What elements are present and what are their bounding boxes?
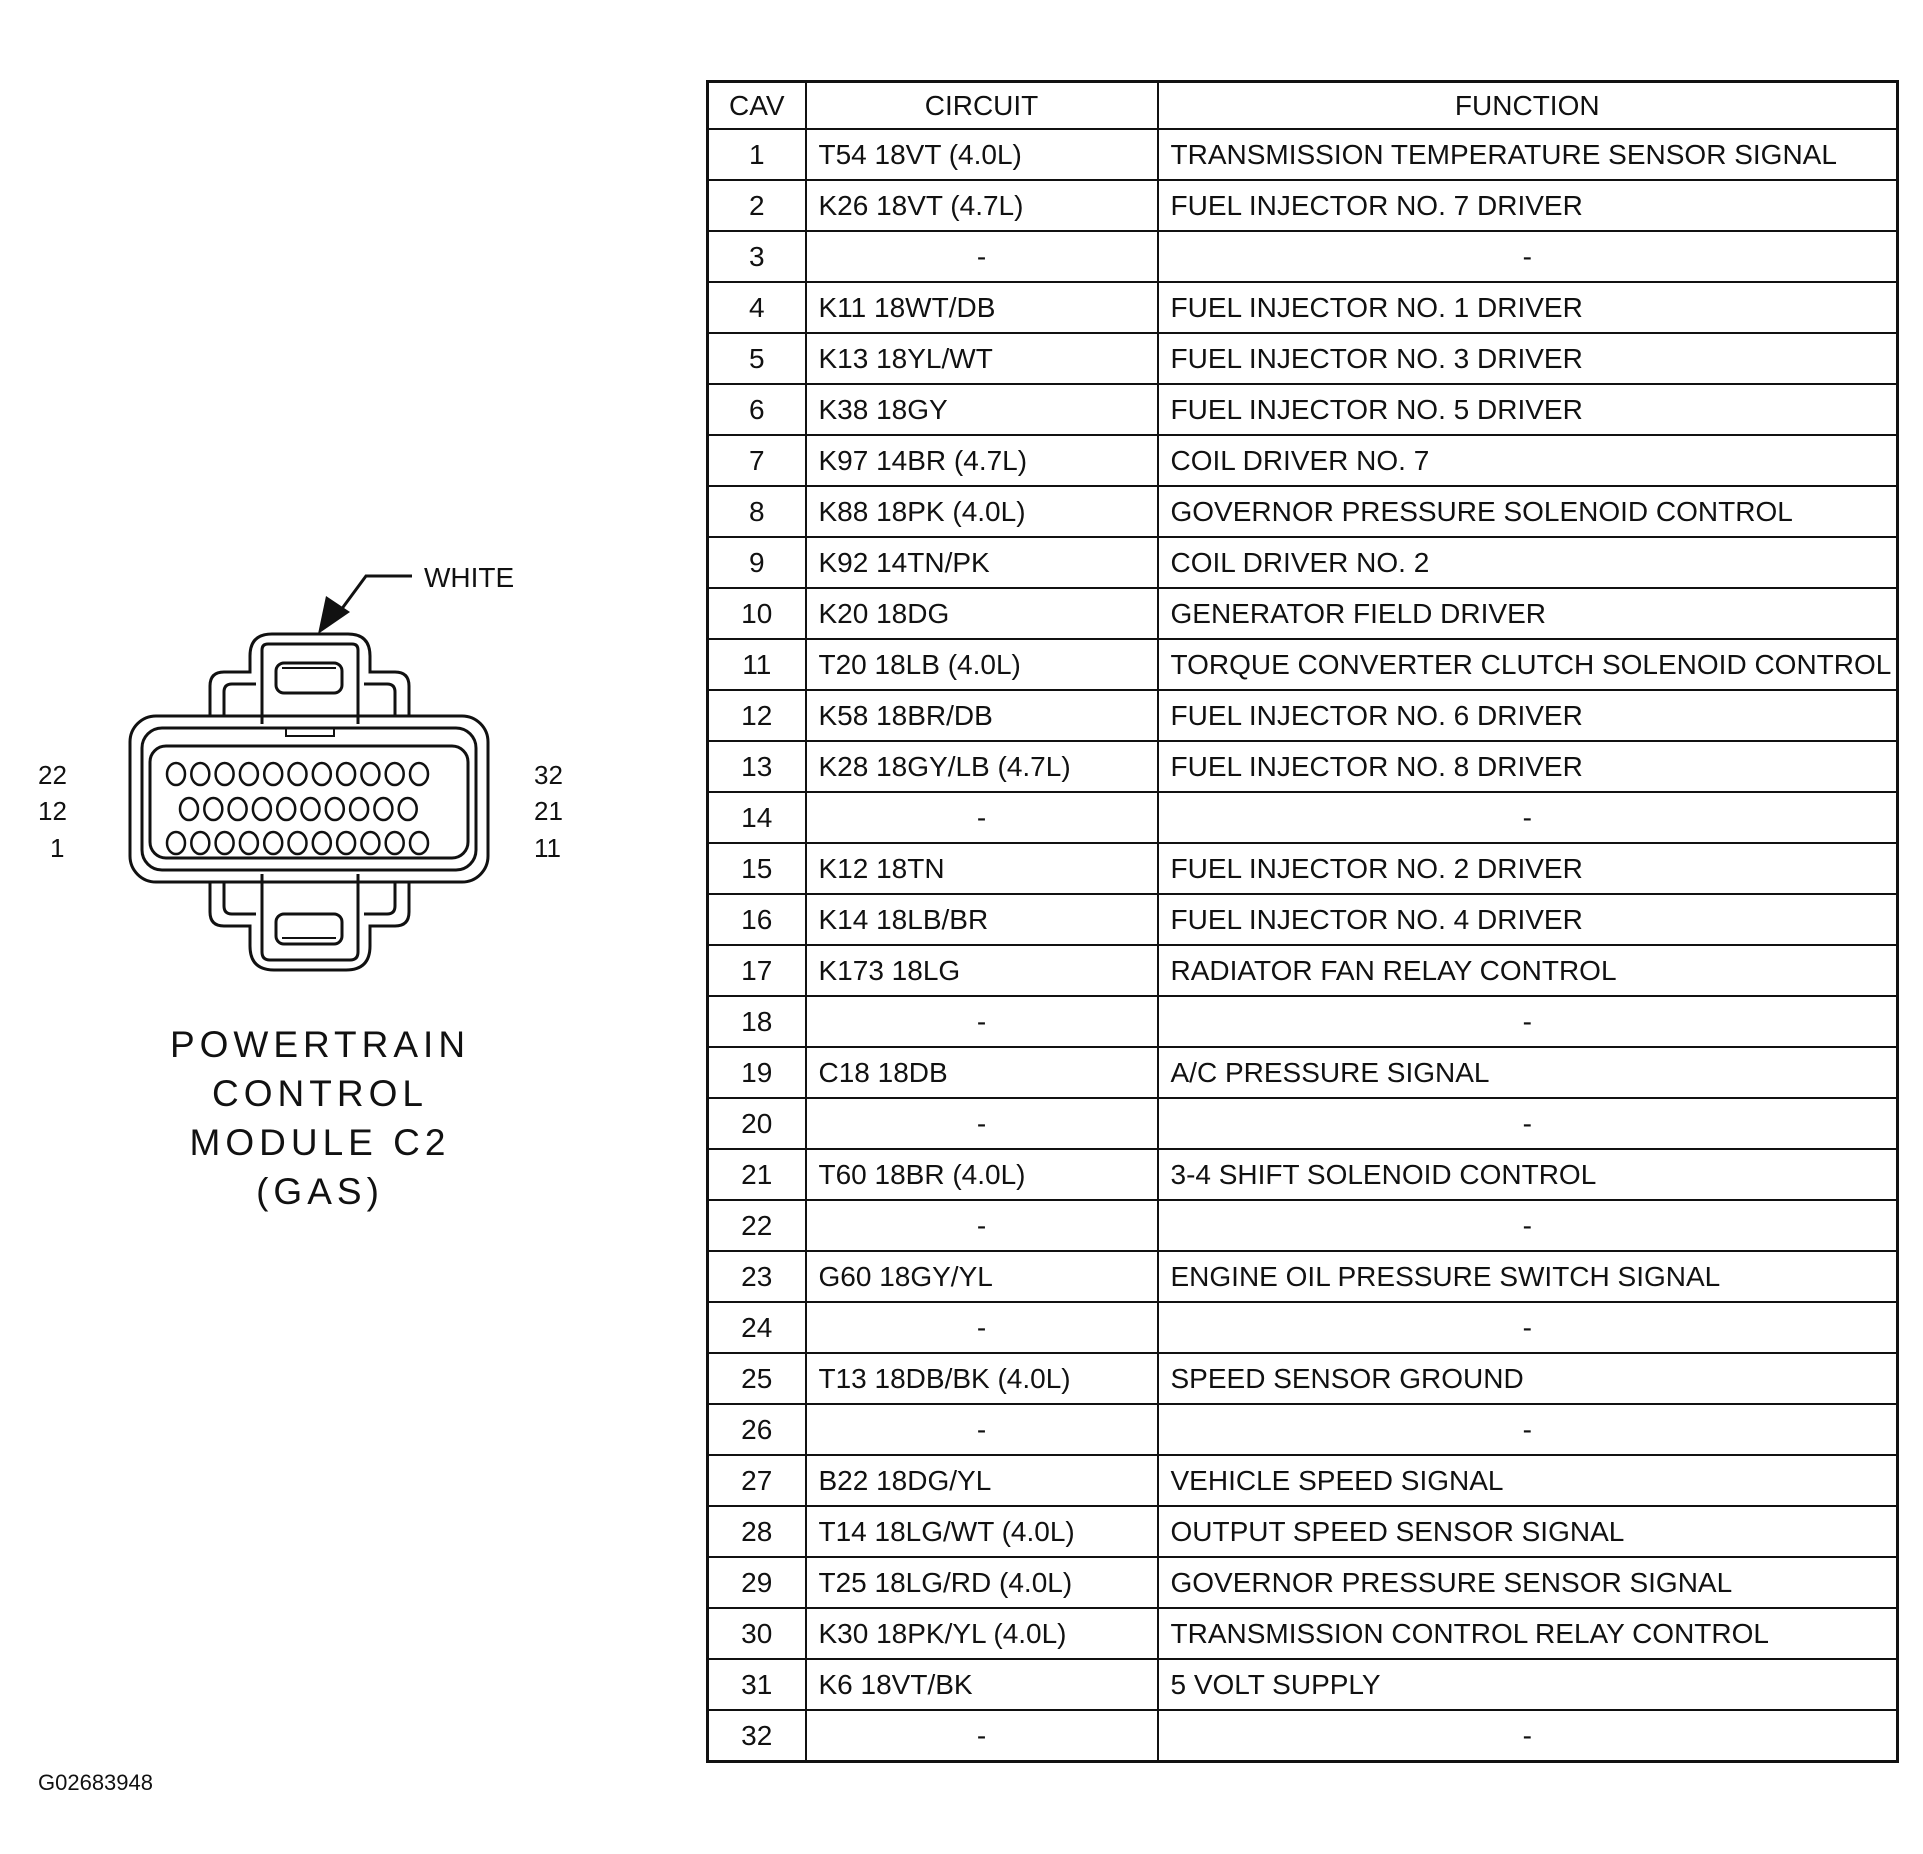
pin-hole [313, 832, 331, 854]
function-cell: - [1158, 1404, 1898, 1455]
cav-cell: 27 [708, 1455, 806, 1506]
bottom-lock-tab [276, 914, 342, 944]
table-row [708, 1302, 1898, 1353]
function-cell: OUTPUT SPEED SENSOR SIGNAL [1158, 1506, 1898, 1557]
circuit-cell: T20 18LB (4.0L) [806, 639, 1158, 690]
pin-hole [191, 832, 209, 854]
pin-hole [361, 832, 379, 854]
cav-cell: 9 [708, 537, 806, 588]
function-cell: GOVERNOR PRESSURE SOLENOID CONTROL [1158, 486, 1898, 537]
function-cell: GOVERNOR PRESSURE SENSOR SIGNAL [1158, 1557, 1898, 1608]
table-row [708, 1506, 1898, 1557]
circuit-cell: K12 18TN [806, 843, 1158, 894]
cav-cell: 2 [708, 180, 806, 231]
circuit-cell: K20 18DG [806, 588, 1158, 639]
table-row [708, 486, 1898, 537]
circuit-cell: K92 14TN/PK [806, 537, 1158, 588]
circuit-cell: K173 18LG [806, 945, 1158, 996]
pin-hole [167, 832, 185, 854]
cav-cell: 32 [708, 1710, 806, 1762]
cav-cell: 24 [708, 1302, 806, 1353]
row-label-right-top: 32 [534, 760, 563, 790]
cav-cell: 17 [708, 945, 806, 996]
table-row [708, 996, 1898, 1047]
function-cell: COIL DRIVER NO. 2 [1158, 537, 1898, 588]
module-title-line-2: CONTROL [212, 1073, 428, 1114]
function-cell: FUEL INJECTOR NO. 3 DRIVER [1158, 333, 1898, 384]
header-cav: CAV [708, 82, 806, 130]
table-row [708, 1149, 1898, 1200]
module-title-line-1: POWERTRAIN [169, 1024, 471, 1065]
pin-hole [326, 798, 344, 820]
circuit-cell: C18 18DB [806, 1047, 1158, 1098]
connector-diagram [0, 0, 620, 1010]
table-body [708, 129, 1898, 1762]
pin-hole [386, 832, 404, 854]
circuit-cell: B22 18DG/YL [806, 1455, 1158, 1506]
top-latch [210, 634, 409, 716]
cav-cell: 30 [708, 1608, 806, 1659]
table-row [708, 1659, 1898, 1710]
function-cell: 5 VOLT SUPPLY [1158, 1659, 1898, 1710]
function-cell: FUEL INJECTOR NO. 8 DRIVER [1158, 741, 1898, 792]
pin-hole [253, 798, 271, 820]
lock-color-label: WHITE [424, 562, 515, 593]
pin-hole [180, 798, 198, 820]
circuit-cell: - [806, 1302, 1158, 1353]
function-cell: VEHICLE SPEED SIGNAL [1158, 1455, 1898, 1506]
function-cell: FUEL INJECTOR NO. 1 DRIVER [1158, 282, 1898, 333]
circuit-cell: G60 18GY/YL [806, 1251, 1158, 1302]
pin-hole [386, 763, 404, 785]
module-title [120, 1020, 520, 1216]
row-label-right-bottom: 11 [534, 833, 561, 863]
function-cell: FUEL INJECTOR NO. 2 DRIVER [1158, 843, 1898, 894]
pin-hole [361, 763, 379, 785]
pin-hole [350, 798, 368, 820]
function-cell: TRANSMISSION CONTROL RELAY CONTROL [1158, 1608, 1898, 1659]
header-function: FUNCTION [1158, 82, 1898, 130]
function-cell: RADIATOR FAN RELAY CONTROL [1158, 945, 1898, 996]
table-row [708, 741, 1898, 792]
cav-cell: 18 [708, 996, 806, 1047]
table-row [708, 588, 1898, 639]
circuit-cell: K28 18GY/LB (4.7L) [806, 741, 1158, 792]
function-cell: - [1158, 1710, 1898, 1762]
row-label-right-middle: 21 [534, 796, 563, 826]
circuit-cell: T54 18VT (4.0L) [806, 129, 1158, 180]
circuit-cell: K58 18BR/DB [806, 690, 1158, 741]
cav-cell: 10 [708, 588, 806, 639]
table-row [708, 1710, 1898, 1762]
pin-hole [229, 798, 247, 820]
table-row [708, 639, 1898, 690]
function-cell: - [1158, 231, 1898, 282]
pin-hole [374, 798, 392, 820]
function-cell: GENERATOR FIELD DRIVER [1158, 588, 1898, 639]
pin-hole [204, 798, 222, 820]
table-row [708, 1047, 1898, 1098]
cav-cell: 8 [708, 486, 806, 537]
pin-hole [289, 763, 307, 785]
function-cell: - [1158, 1302, 1898, 1353]
figure-id: G02683948 [38, 1770, 153, 1795]
table-row [708, 690, 1898, 741]
circuit-cell: K6 18VT/BK [806, 1659, 1158, 1710]
table-row [708, 1353, 1898, 1404]
function-cell: TORQUE CONVERTER CLUTCH SOLENOID CONTROL [1158, 639, 1898, 690]
pin-hole [264, 832, 282, 854]
function-cell: FUEL INJECTOR NO. 5 DRIVER [1158, 384, 1898, 435]
table-header-row [708, 82, 1898, 130]
table-row [708, 1098, 1898, 1149]
header-circuit: CIRCUIT [806, 82, 1158, 130]
circuit-cell: - [806, 1710, 1158, 1762]
pin-hole [337, 763, 355, 785]
circuit-cell: - [806, 1404, 1158, 1455]
circuit-cell: K88 18PK (4.0L) [806, 486, 1158, 537]
cav-cell: 25 [708, 1353, 806, 1404]
function-cell: FUEL INJECTOR NO. 4 DRIVER [1158, 894, 1898, 945]
circuit-cell: - [806, 1200, 1158, 1251]
cav-cell: 22 [708, 1200, 806, 1251]
table-row [708, 894, 1898, 945]
cav-cell: 16 [708, 894, 806, 945]
circuit-cell: K97 14BR (4.7L) [806, 435, 1158, 486]
cav-cell: 1 [708, 129, 806, 180]
cav-cell: 7 [708, 435, 806, 486]
cav-cell: 12 [708, 690, 806, 741]
pin-hole [302, 798, 320, 820]
cav-cell: 26 [708, 1404, 806, 1455]
cav-cell: 13 [708, 741, 806, 792]
table-row [708, 435, 1898, 486]
circuit-cell: - [806, 792, 1158, 843]
pin-hole [313, 763, 331, 785]
function-cell: - [1158, 996, 1898, 1047]
cav-cell: 23 [708, 1251, 806, 1302]
cav-cell: 28 [708, 1506, 806, 1557]
pin-hole [240, 763, 258, 785]
cav-cell: 15 [708, 843, 806, 894]
table-row [708, 945, 1898, 996]
row-label-left-top: 22 [38, 760, 67, 790]
table-row [708, 231, 1898, 282]
circuit-cell: - [806, 231, 1158, 282]
pin-hole [289, 832, 307, 854]
function-cell: A/C PRESSURE SIGNAL [1158, 1047, 1898, 1098]
pin-hole [240, 832, 258, 854]
table-row [708, 333, 1898, 384]
cav-cell: 4 [708, 282, 806, 333]
function-cell: - [1158, 1098, 1898, 1149]
table-row [708, 180, 1898, 231]
circuit-cell: K13 18YL/WT [806, 333, 1158, 384]
circuit-cell: K14 18LB/BR [806, 894, 1158, 945]
top-latch-inner [224, 684, 256, 716]
function-cell: TRANSMISSION TEMPERATURE SENSOR SIGNAL [1158, 129, 1898, 180]
cav-cell: 20 [708, 1098, 806, 1149]
circuit-cell: K30 18PK/YL (4.0L) [806, 1608, 1158, 1659]
cav-cell: 19 [708, 1047, 806, 1098]
cav-cell: 29 [708, 1557, 806, 1608]
pin-hole [264, 763, 282, 785]
pin-hole [167, 763, 185, 785]
cav-cell: 11 [708, 639, 806, 690]
pin-hole [277, 798, 295, 820]
circuit-cell: T14 18LG/WT (4.0L) [806, 1506, 1158, 1557]
row-label-left-bottom: 1 [50, 833, 65, 863]
bottom-latch [210, 882, 409, 970]
circuit-cell: - [806, 1098, 1158, 1149]
circuit-cell: - [806, 996, 1158, 1047]
table-row [708, 1557, 1898, 1608]
table-row [708, 384, 1898, 435]
table-row [708, 537, 1898, 588]
table-row [708, 129, 1898, 180]
circuit-cell: K38 18GY [806, 384, 1158, 435]
function-cell: 3-4 SHIFT SOLENOID CONTROL [1158, 1149, 1898, 1200]
pin-hole [410, 763, 428, 785]
cav-cell: 21 [708, 1149, 806, 1200]
cav-cell: 14 [708, 792, 806, 843]
pin-hole [216, 832, 234, 854]
table-row [708, 1404, 1898, 1455]
pinout-table [706, 80, 1899, 1763]
function-cell: - [1158, 792, 1898, 843]
module-title-line-3: MODULE C2 [189, 1122, 451, 1163]
pin-hole [337, 832, 355, 854]
function-cell: FUEL INJECTOR NO. 6 DRIVER [1158, 690, 1898, 741]
function-cell: SPEED SENSOR GROUND [1158, 1353, 1898, 1404]
circuit-cell: T13 18DB/BK (4.0L) [806, 1353, 1158, 1404]
pin-hole [410, 832, 428, 854]
circuit-cell: K26 18VT (4.7L) [806, 180, 1158, 231]
pin-holes [167, 763, 428, 854]
function-cell: COIL DRIVER NO. 7 [1158, 435, 1898, 486]
function-cell: ENGINE OIL PRESSURE SWITCH SIGNAL [1158, 1251, 1898, 1302]
table-row [708, 843, 1898, 894]
table-row [708, 1455, 1898, 1506]
row-label-left-middle: 12 [38, 796, 67, 826]
table-row [708, 1200, 1898, 1251]
cav-cell: 31 [708, 1659, 806, 1710]
cav-cell: 6 [708, 384, 806, 435]
function-cell: FUEL INJECTOR NO. 7 DRIVER [1158, 180, 1898, 231]
circuit-cell: T25 18LG/RD (4.0L) [806, 1557, 1158, 1608]
pin-hole [216, 763, 234, 785]
cav-cell: 3 [708, 231, 806, 282]
module-title-line-4: (GAS) [256, 1171, 384, 1212]
circuit-cell: K11 18WT/DB [806, 282, 1158, 333]
pin-hole [191, 763, 209, 785]
pin-hole [399, 798, 417, 820]
circuit-cell: T60 18BR (4.0L) [806, 1149, 1158, 1200]
table-row [708, 792, 1898, 843]
function-cell: - [1158, 1200, 1898, 1251]
table-row [708, 282, 1898, 333]
white-pointer [318, 576, 412, 634]
table-row [708, 1251, 1898, 1302]
table-row [708, 1608, 1898, 1659]
cav-cell: 5 [708, 333, 806, 384]
